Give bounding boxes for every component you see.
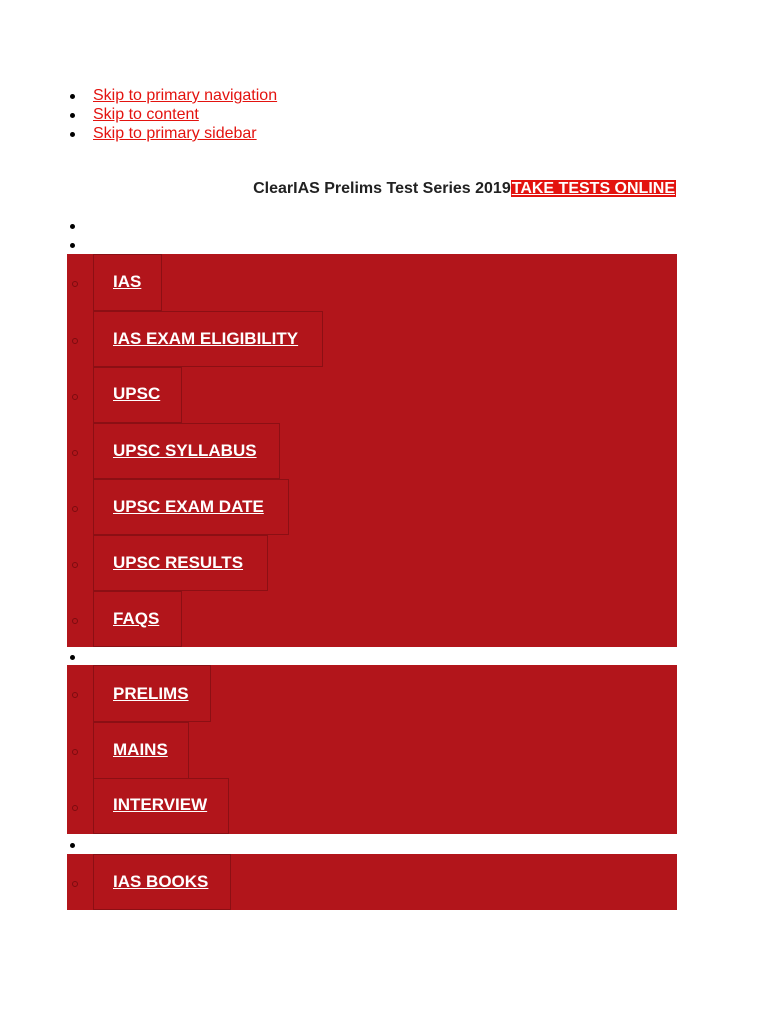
menu-item-upsc — [93, 367, 182, 423]
menu-link-upsc-results[interactable]: UPSC RESULTS — [113, 553, 244, 572]
take-tests-online-link[interactable]: TAKE TESTS ONLINE — [511, 180, 675, 197]
menu-item-upsc-exam-date — [93, 479, 289, 535]
skip-to-content-link[interactable]: Skip to content — [93, 106, 199, 123]
menu-item-mains — [93, 722, 189, 779]
circle-bullet-icon — [72, 805, 78, 811]
bullet-icon — [70, 132, 75, 137]
menu-link-upsc-syllabus[interactable]: UPSC SYLLABUS — [113, 441, 257, 460]
menu-item-ias-exam-eligibility — [93, 311, 323, 367]
circle-bullet-icon — [72, 281, 78, 287]
circle-bullet-icon — [72, 692, 78, 698]
menu-link-ias-exam-eligibility[interactable]: IAS EXAM ELIGIBILITY — [113, 329, 299, 348]
skip-links-list — [64, 86, 277, 143]
menu-link-mains[interactable]: MAINS — [113, 740, 168, 759]
nav-menu-ias-upsc — [67, 254, 677, 647]
menu-item-upsc-results — [93, 535, 268, 591]
circle-bullet-icon — [72, 562, 78, 568]
circle-bullet-icon — [72, 338, 78, 344]
circle-bullet-icon — [72, 881, 78, 887]
circle-bullet-icon — [72, 394, 78, 400]
menu-item-ias-books — [93, 854, 231, 910]
menu-link-ias-books[interactable]: IAS BOOKS — [113, 872, 209, 891]
bullet-icon — [70, 843, 75, 848]
bullet-icon — [70, 113, 75, 118]
menu-link-interview[interactable]: INTERVIEW — [113, 795, 208, 814]
skip-link-item — [64, 124, 277, 143]
menu-link-upsc[interactable]: UPSC — [113, 384, 161, 403]
menu-link-faqs[interactable]: FAQS — [113, 609, 160, 628]
bullet-icon — [70, 243, 75, 248]
menu-item-prelims — [93, 665, 211, 722]
promo-banner — [0, 179, 676, 199]
circle-bullet-icon — [72, 506, 78, 512]
nav-menu-books — [67, 854, 677, 910]
menu-item-faqs — [93, 591, 182, 647]
circle-bullet-icon — [72, 618, 78, 624]
skip-link-item — [64, 86, 277, 105]
circle-bullet-icon — [72, 749, 78, 755]
menu-link-upsc-exam-date[interactable]: UPSC EXAM DATE — [113, 497, 264, 516]
menu-item-ias — [93, 254, 162, 311]
nav-menu-exam-stages — [67, 665, 677, 834]
bullet-icon — [70, 224, 75, 229]
skip-link-item — [64, 105, 277, 124]
skip-to-sidebar-link[interactable]: Skip to primary sidebar — [93, 125, 257, 142]
bullet-icon — [70, 94, 75, 99]
menu-link-ias[interactable]: IAS — [113, 272, 142, 291]
circle-bullet-icon — [72, 450, 78, 456]
menu-link-prelims[interactable]: PRELIMS — [113, 684, 189, 703]
promo-text: ClearIAS Prelims Test Series 2019 — [253, 180, 511, 197]
menu-item-upsc-syllabus — [93, 423, 280, 479]
menu-item-interview — [93, 778, 229, 834]
bullet-icon — [70, 655, 75, 660]
skip-to-navigation-link[interactable]: Skip to primary navigation — [93, 87, 278, 104]
